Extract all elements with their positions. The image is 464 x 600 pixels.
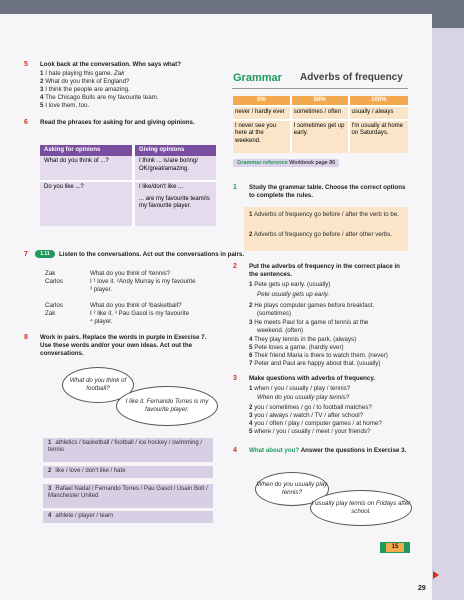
table-cell: never / hardly ever [233, 106, 291, 119]
list-item: 4 you / often / play / computer games / at home? [249, 420, 382, 427]
rule: 2 Adverbs of frequency go before / after other verbs. [249, 231, 393, 238]
speech-bubble: I usually play tennis on Fridays after school. [310, 490, 412, 526]
table-cell: usually / always [349, 106, 409, 119]
exercise-number: 5 [24, 61, 28, 68]
audio-track-number: 1.11 [40, 251, 50, 257]
dialogue-line: ⁴ player. [90, 318, 113, 325]
dialogue-speaker: Carlos [45, 302, 63, 309]
table-cell [135, 181, 216, 226]
list-item: 2 What do you think of England? [40, 78, 130, 85]
dialogue-line: What do you think of ¹tennis? [90, 270, 171, 277]
table-cell: sometimes / often [291, 106, 349, 119]
exercise-number: 3 [233, 375, 237, 382]
speech-bubble: When do you usually play tennis? [255, 472, 329, 506]
page-arrow-icon [433, 571, 439, 579]
list-item: 5 I love them, too. [40, 102, 90, 109]
list-item: 1 I hate playing this game. Zak [40, 70, 125, 77]
table-cell: Do you like ...? [40, 181, 132, 226]
list-item: 3 He meets Paul for a game of tennis at the [249, 319, 369, 326]
table-header: Asking for opinions [40, 145, 132, 156]
page-number: 29 [418, 585, 426, 592]
list-item: 6 Their friend Maria is there to watch them. (never) [249, 352, 388, 359]
list-item: 5 Pete loses a game. (hardly ever) [249, 344, 344, 351]
exercise-number: 7 [24, 251, 28, 258]
opinions-table [40, 145, 216, 226]
dialogue-speaker: Carlos [45, 278, 63, 285]
grammar-table [233, 96, 408, 153]
percent-header: 0% [233, 96, 291, 106]
table-cell: I'm usually at home on Saturdays. [349, 120, 409, 153]
dialogue-line: ³ player. [90, 286, 113, 293]
rule: 1 Adverbs of frequency go before / after the verb to be. [249, 211, 399, 218]
word-box: 3 Rafael Nadal / Fernando Torres / Pau Gasol / Usain Bolt / Manchester United [43, 484, 213, 508]
exercise-title: Look back at the conversation. Who says what? [40, 61, 181, 68]
list-item: 2 you / sometimes / go / to football matches? [249, 404, 372, 411]
word-box: 2 like / love / don't like / hate [43, 466, 213, 478]
divider [232, 88, 408, 89]
dialogue-line: I ² like it. ³ Pau Gasol is my favourite [90, 310, 190, 317]
exercise-title: What about you? Answer the questions in Exercise 3. [249, 447, 407, 454]
percent-header: 100% [349, 96, 409, 106]
example-answer: Pete usually gets up early. [257, 291, 330, 298]
table-cell: I never see you here at the weekend. [233, 120, 291, 153]
speech-bubble: What do you think of football? [62, 367, 134, 403]
list-item: 2 He plays computer games before breakfast. [249, 302, 375, 309]
table-cell: I sometimes get up early. [291, 120, 349, 153]
list-item: 1 when / you / usually / play / tennis? [249, 385, 351, 392]
dialogue-line: I ¹ love it. ²Andy Murray is my favourite [90, 278, 196, 285]
exercise-number: 1 [233, 184, 237, 191]
table-cell-line: I like/don't like ... [139, 184, 184, 191]
unit-box [380, 542, 410, 553]
audio-track-icon[interactable] [35, 250, 55, 258]
exercise-title: Make questions with adverbs of frequency. [249, 375, 376, 382]
dialogue-speaker: Zak [45, 310, 56, 317]
table-cell-line: ... are my favourite team/is my favourite player. [139, 195, 210, 210]
list-item: 5 where / you / usually / meet / your friends? [249, 428, 371, 435]
table-cell: I think ... is/are boring/ OK/great/amazing. [135, 156, 216, 181]
unit-number: 15 [386, 543, 404, 552]
rules-box [244, 207, 408, 251]
word-box: 4 athlete / player / team [43, 511, 213, 523]
grammar-label: Grammar [233, 72, 282, 84]
list-item: 4 They play tennis in the park. (always) [249, 336, 357, 343]
grammar-title: Adverbs of frequency [300, 72, 403, 83]
list-item: 3 you / always / watch / TV / after school? [249, 412, 364, 419]
list-item: 7 Peter and Paul are happy about that. (usually) [249, 360, 381, 367]
exercise-number: 6 [24, 119, 28, 126]
dialogue-line: What do you think of ¹basketball? [90, 302, 182, 309]
list-item: 4 The Chicago Bulls are my favourite team. [40, 94, 159, 101]
word-box: 1 athletics / basketball / football / ice hockey / swimming / tennis [43, 438, 213, 462]
grammar-reference: Grammar reference Workbook page 86 [233, 159, 339, 167]
exercise-title: Work in pairs. Replace the words in purple in Exercise 7. Use these words and/or your own ideas. Act out the conversations. [40, 334, 207, 357]
speech-bubble: I like it. Fernando Torres is my favourite player. [116, 386, 218, 426]
exercise-title: Read the phrases for asking for and giving opinions. [40, 119, 195, 126]
list-item: 1 Pete gets up early. (usually) [249, 281, 331, 288]
book-page [0, 14, 432, 600]
exercise-title: Put the adverbs of frequency in the correct place in the sentences. [249, 263, 400, 278]
exercise-number: 2 [233, 263, 237, 270]
exercise-number: 8 [24, 334, 28, 341]
list-item-cont: (sometimes) [257, 310, 292, 317]
exercise-title: Listen to the conversations. Act out the conversations in pairs. [59, 251, 245, 258]
example-answer: When do you usually play tennis? [257, 394, 350, 401]
exercise-number: 4 [233, 447, 237, 454]
exercise-title: Study the grammar table. Choose the correct options to complete the rules. [249, 184, 406, 199]
list-item-cont: weekend. (often) [257, 327, 304, 334]
dialogue-speaker: Zak [45, 270, 56, 277]
list-item: 3 I think the people are amazing. [40, 86, 130, 93]
table-cell: What do you think of ...? [40, 156, 132, 181]
percent-header: 50% [291, 96, 349, 106]
table-header: Giving opinions [135, 145, 216, 156]
